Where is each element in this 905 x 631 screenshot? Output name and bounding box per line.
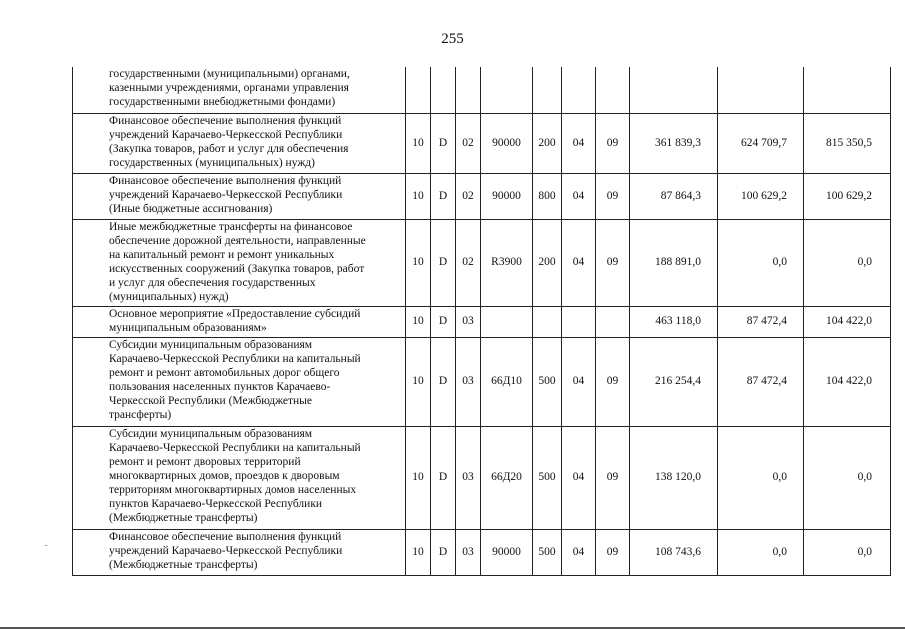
direction-code-cell <box>481 306 533 337</box>
description-line: казенными учреждениями, органами управления <box>109 82 349 95</box>
section-code-cell: 10 <box>406 113 431 173</box>
division-cell <box>562 306 596 337</box>
amount-year3-cell: 815 350,5 <box>804 113 891 173</box>
section-code-cell: 10 <box>406 219 431 306</box>
subdivision-cell: 09 <box>596 529 630 575</box>
budget-table <box>72 67 891 576</box>
division-cell: 04 <box>562 529 596 575</box>
program-code-cell: D <box>431 306 456 337</box>
subdivision-cell: 09 <box>596 113 630 173</box>
description-line: Карачаево-Черкесской Республики на капитальный <box>109 352 361 365</box>
description-line: трансферты) <box>109 408 172 421</box>
description-line: Финансовое обеспечение выполнения функций <box>109 530 342 543</box>
program-code-cell: D <box>431 529 456 575</box>
subdivision-cell: 09 <box>596 426 630 529</box>
description-line: (Межбюджетные трансферты) <box>109 558 258 571</box>
description-line: учреждений Карачаево-Черкесской Республики <box>109 128 343 141</box>
description-line: Черкесской Республики (Межбюджетные <box>109 394 312 407</box>
program-code-cell: D <box>431 337 456 426</box>
program-code-cell: D <box>431 426 456 529</box>
description-line: Карачаево-Черкесской Республики на капитальный <box>109 441 361 454</box>
table-row <box>73 173 891 219</box>
amount-year3-cell: 0,0 <box>804 219 891 306</box>
description-line: территориям многоквартирных домов населенных <box>109 483 357 496</box>
expense-type-cell <box>533 67 562 113</box>
expense-type-cell: 500 <box>533 529 562 575</box>
expense-type-cell: 200 <box>533 219 562 306</box>
amount-year2-cell <box>718 67 804 113</box>
section-code-cell: 10 <box>406 426 431 529</box>
description-line: Субсидии муниципальным образованиям <box>109 427 313 440</box>
table-row <box>73 219 891 306</box>
division-cell: 04 <box>562 337 596 426</box>
description-line: муниципальным образованиям» <box>109 321 267 334</box>
subprogram-code-cell: 03 <box>456 426 481 529</box>
direction-code-cell: 66Д20 <box>481 426 533 529</box>
bottom-page-edge <box>0 627 905 629</box>
amount-year1-cell: 216 254,4 <box>630 337 718 426</box>
subprogram-code-cell <box>456 67 481 113</box>
direction-code-cell: 90000 <box>481 529 533 575</box>
description-line: искусственных сооружений (Закупка товаров, работ <box>109 262 365 275</box>
amount-year2-cell: 0,0 <box>718 529 804 575</box>
description-line: многоквартирных домов, проездов к дворовым <box>109 469 340 482</box>
description-line: Основное мероприятие «Предоставление субсидий <box>109 307 361 320</box>
table-row <box>73 529 891 575</box>
amount-year1-cell: 361 839,3 <box>630 113 718 173</box>
amount-year1-cell: 463 118,0 <box>630 306 718 337</box>
description-cell <box>73 337 406 426</box>
amount-year1-cell: 188 891,0 <box>630 219 718 306</box>
subdivision-cell: 09 <box>596 219 630 306</box>
subdivision-cell: 09 <box>596 337 630 426</box>
description-line: государственных (муниципальных) нужд) <box>109 156 315 169</box>
division-cell: 04 <box>562 173 596 219</box>
description-line: Субсидии муниципальным образованиям <box>109 338 313 351</box>
description-line: (Межбюджетные трансферты) <box>109 512 258 525</box>
page-number: 255 <box>441 31 464 47</box>
subprogram-code-cell: 03 <box>456 306 481 337</box>
description-cell <box>73 67 406 113</box>
direction-code-cell: 66Д10 <box>481 337 533 426</box>
description-line: Финансовое обеспечение выполнения функций <box>109 174 342 187</box>
description-line: пользования населенных пунктов Карачаево- <box>109 380 331 393</box>
table-row <box>73 337 891 426</box>
program-code-cell <box>431 67 456 113</box>
division-cell: 04 <box>562 426 596 529</box>
description-cell <box>73 173 406 219</box>
amount-year2-cell: 0,0 <box>718 219 804 306</box>
division-cell: 04 <box>562 219 596 306</box>
expense-type-cell: 500 <box>533 426 562 529</box>
scan-speck <box>45 545 47 546</box>
description-cell <box>73 219 406 306</box>
description-line: на капитальный ремонт и ремонт уникальных <box>109 248 335 261</box>
amount-year2-cell: 624 709,7 <box>718 113 804 173</box>
subdivision-cell: 09 <box>596 173 630 219</box>
description-line: учреждений Карачаево-Черкесской Республики <box>109 544 343 557</box>
description-line: (муниципальных) нужд) <box>109 290 229 303</box>
amount-year2-cell: 0,0 <box>718 426 804 529</box>
expense-type-cell: 800 <box>533 173 562 219</box>
section-code-cell <box>406 67 431 113</box>
program-code-cell: D <box>431 113 456 173</box>
description-line: (Закупка товаров, работ и услуг для обеспечения <box>109 142 349 155</box>
description-line: Иные межбюджетные трансферты на финансовое <box>109 220 353 233</box>
expense-type-cell <box>533 306 562 337</box>
division-cell <box>562 67 596 113</box>
program-code-cell: D <box>431 219 456 306</box>
amount-year1-cell: 138 120,0 <box>630 426 718 529</box>
description-line: и услуг для обеспечения государственных <box>109 276 316 289</box>
description-line: ремонт и ремонт автомобильных дорог общего <box>109 366 340 379</box>
subdivision-cell <box>596 67 630 113</box>
direction-code-cell: 90000 <box>481 173 533 219</box>
subprogram-code-cell: 03 <box>456 337 481 426</box>
table-row <box>73 113 891 173</box>
amount-year1-cell: 87 864,3 <box>630 173 718 219</box>
amount-year2-cell: 87 472,4 <box>718 306 804 337</box>
table-row <box>73 306 891 337</box>
description-cell <box>73 113 406 173</box>
section-code-cell: 10 <box>406 306 431 337</box>
amount-year3-cell: 0,0 <box>804 426 891 529</box>
amount-year1-cell <box>630 67 718 113</box>
expense-type-cell: 500 <box>533 337 562 426</box>
amount-year3-cell: 100 629,2 <box>804 173 891 219</box>
direction-code-cell: 90000 <box>481 113 533 173</box>
description-line: государственными (муниципальными) органами, <box>109 68 350 80</box>
amount-year2-cell: 100 629,2 <box>718 173 804 219</box>
program-code-cell: D <box>431 173 456 219</box>
direction-code-cell <box>481 67 533 113</box>
description-line: государственными внебюджетными фондами) <box>109 96 336 109</box>
description-line: обеспечение дорожной деятельности, направленные <box>109 234 366 247</box>
description-cell <box>73 426 406 529</box>
subdivision-cell <box>596 306 630 337</box>
expense-type-cell: 200 <box>533 113 562 173</box>
description-line: Финансовое обеспечение выполнения функций <box>109 114 342 127</box>
amount-year3-cell <box>804 67 891 113</box>
section-code-cell: 10 <box>406 529 431 575</box>
description-line: пунктов Карачаево-Черкесской Республики <box>109 497 323 510</box>
division-cell: 04 <box>562 113 596 173</box>
section-code-cell: 10 <box>406 173 431 219</box>
description-cell <box>73 529 406 575</box>
description-line: (Иные бюджетные ассигнования) <box>109 202 273 215</box>
amount-year3-cell: 104 422,0 <box>804 337 891 426</box>
subprogram-code-cell: 02 <box>456 173 481 219</box>
subprogram-code-cell: 03 <box>456 529 481 575</box>
description-line: учреждений Карачаево-Черкесской Республики <box>109 188 343 201</box>
amount-year3-cell: 104 422,0 <box>804 306 891 337</box>
direction-code-cell: R3900 <box>481 219 533 306</box>
amount-year3-cell: 0,0 <box>804 529 891 575</box>
amount-year1-cell: 108 743,6 <box>630 529 718 575</box>
section-code-cell: 10 <box>406 337 431 426</box>
table-row <box>73 426 891 529</box>
description-line: ремонт и ремонт дворовых территорий <box>109 455 301 468</box>
subprogram-code-cell: 02 <box>456 113 481 173</box>
subprogram-code-cell: 02 <box>456 219 481 306</box>
description-cell <box>73 306 406 337</box>
amount-year2-cell: 87 472,4 <box>718 337 804 426</box>
budget-table-body <box>73 67 891 575</box>
table-row <box>73 67 891 113</box>
